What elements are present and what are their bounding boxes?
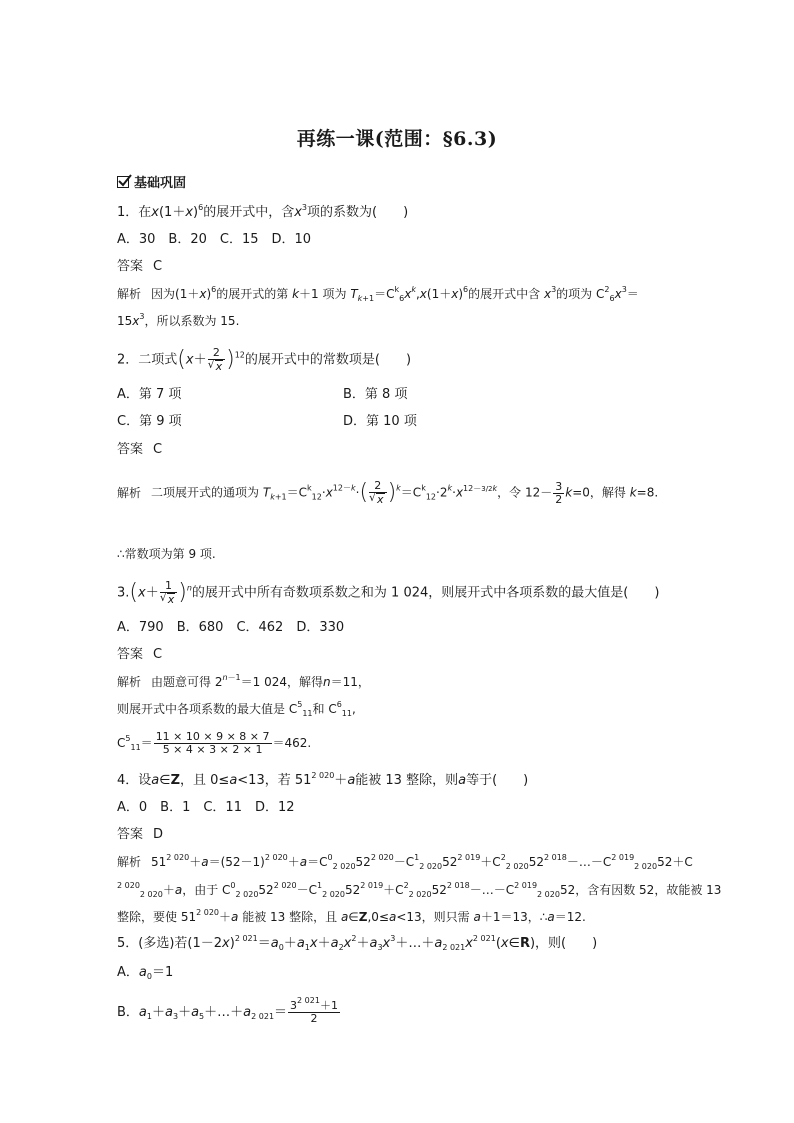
q2-analysis: 解析 二项展开式的通项为 $T_{k+1}=C^k_{12}\cdot x^{12-k}\cdot$( 2 √ x )$^k=C^k_{12}\cdot 2^k\cdot x^{12-3/2k}$，令 12－ $\frac{3}{2}$ k=0，解得 k=8. <box>117 480 658 506</box>
q1-answer: 答案 C <box>117 259 163 274</box>
checkbox-icon <box>117 176 129 188</box>
q2-stem: 2．二项式(x＋ 2 √ x )$^{12}$的展开式中的常数项是( ) <box>117 347 411 373</box>
q5-option-b: B．$a_1+a_3+a_5+\dots+a_{2 021}=$ $\frac{3^{2 021}+1}{2}$ <box>117 996 338 1025</box>
q4-options: A．0 B．1 C．11 D．12 <box>117 800 295 815</box>
q4-analysis-line2: $^{2 020}_{2 020}$＋a，由于 $C^0_{2 020}52^{2 020}-C^1_{2 020}52^{2 019}+C^2_{2 020}52^{2 018}-\dots-C^{2 019}_{2 020}52$，含有因数 52，故能被 13 <box>117 881 722 899</box>
q2-option-b: B．第 8 项 <box>343 387 408 402</box>
section-title: 基础巩固 <box>134 176 187 191</box>
q1-stem: 1．在$x(1+x)^6$的展开式中，含$x^3$项的系数为( ) <box>117 203 409 220</box>
q3-analysis-line2: 则展开式中各项系数的最大值是 $C^5_{11}$和 $C^6_{11}$, <box>117 700 356 718</box>
q2-option-d: D．第 10 项 <box>343 414 417 429</box>
q1-options: A．30 B．20 C．15 D．10 <box>117 232 312 247</box>
q4-analysis-line3: 整除，要使 $51^{2 020}+a$ 能被 13 整除，且 a∈Z,0≤a<13，则只需 a＋1＝13，∴a＝12. <box>117 908 586 924</box>
q2-option-a: A．第 7 项 <box>117 387 182 402</box>
section-header <box>117 172 186 191</box>
page-title: 再练一课(范围：§6.3) <box>296 128 498 150</box>
q1-analysis-line2: $15x^3$，所以系数为 15. <box>117 312 240 328</box>
q2-conclusion: ∴常数项为第 9 项. <box>117 547 216 561</box>
q1-analysis-line1: 解析 因为$(1+x)^6$的展开式的第 k＋1 项为 $T_{k+1}=C^k_6x^k,x(1+x)^6$的展开式中含 $x^3$的项为 $C^2_6x^3=$ <box>117 285 639 303</box>
q3-stem: 3.(x＋ 1 √ x )$^n$的展开式中所有奇数项系数之和为 1 024，则展开式中各项系数的最大值是( ) <box>117 580 659 606</box>
q2-option-c: C．第 9 项 <box>117 414 182 429</box>
q4-answer: 答案 D <box>117 827 164 842</box>
q3-options: A．790 B．680 C．462 D．330 <box>117 620 345 635</box>
q4-stem: 4．设a∈Z，且 0≤a<13，若 $51^{2 020}+a$能被 13 整除，则a等于( ) <box>117 771 529 788</box>
q3-answer: 答案 C <box>117 647 163 662</box>
q2-answer: 答案 C <box>117 442 163 457</box>
q5-option-a: A．$a_0=1$ <box>117 965 174 981</box>
q4-analysis-line1: 解析 $51^{2 020}+a=(52-1)^{2 020}+a=C^0_{2 020}52^{2 020}-C^1_{2 020}52^{2 019}+C^2_{2 020}52^{2 018}-\dots-C^{2 019}_{2 020}52+C$ <box>117 853 693 871</box>
q3-analysis-line3: $C^5_{11}=$ $\frac{11 \times 10 \times 9 \times 8 \times 7}{5 \times 4 \times 3 \times 2 \times 1}$ ＝462. <box>117 730 312 756</box>
q3-analysis-line1: 解析 由题意可得 $2^{n-1}=1$ 024，解得n＝11， <box>117 673 370 689</box>
q5-stem: 5．(多选)若$(1-2x)^{2 021}=a_0+a_1x+a_2x^2+a_3x^3+\dots+a_{2 021}x^{2 021}(x\in R)$，则( ) <box>117 934 598 952</box>
